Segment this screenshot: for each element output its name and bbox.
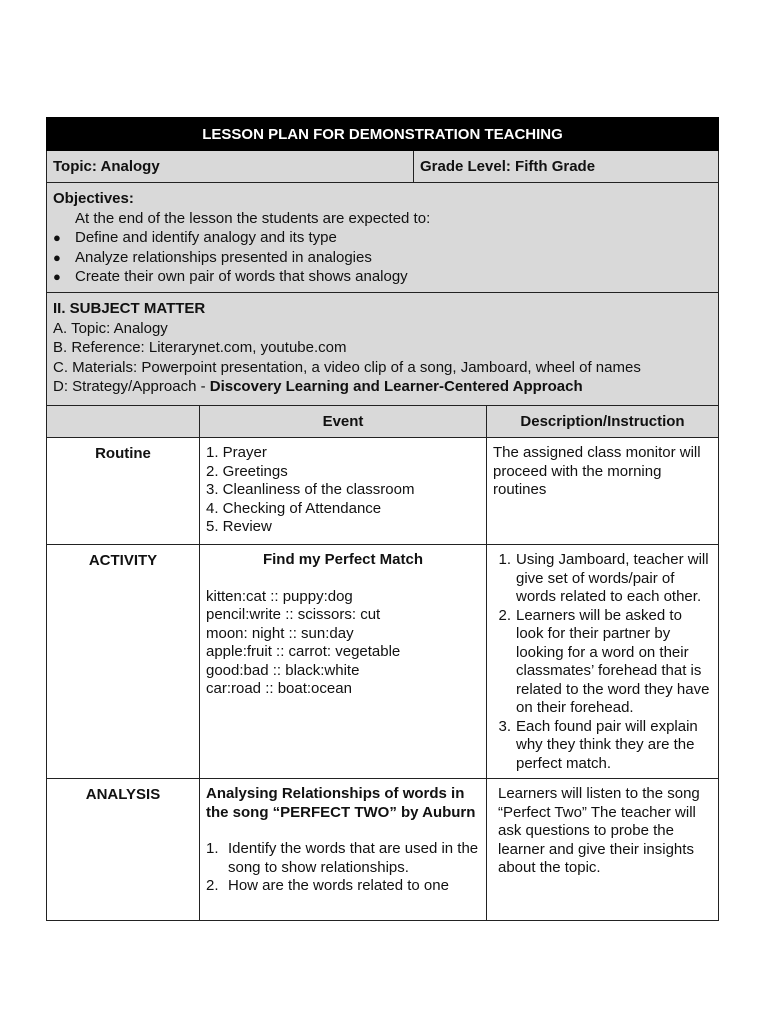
analysis-title: Analysing Relationships of words in the song “PERFECT TWO” by Auburn [206, 785, 476, 821]
analogy-pair: good:bad :: black:white [206, 661, 360, 679]
lesson-plan-title: LESSON PLAN FOR DEMONSTRATION TEACHING [46, 117, 719, 151]
objective-text: Analyze relationships presented in analogies [75, 248, 372, 266]
bullet-icon: ● [53, 249, 61, 265]
analysis-label: ANALYSIS [47, 779, 200, 920]
activity-label: ACTIVITY [47, 545, 200, 778]
strategy-prefix: D: Strategy/Approach - [53, 378, 210, 395]
question-text: Identify the words that are used in the song to show relationships. [228, 840, 479, 876]
objective-item [53, 248, 712, 268]
analogy-pair: moon: night :: sun:day [206, 624, 354, 642]
subject-strategy [53, 377, 712, 397]
routine-label: Routine [47, 438, 200, 544]
objectives-section [46, 183, 719, 293]
question-number: 1. [206, 840, 219, 857]
subject-reference: B. Reference: Literarynet.com, youtube.com [53, 339, 347, 356]
routine-events [200, 438, 487, 544]
activity-description [487, 545, 718, 778]
objectives-intro: At the end of the lesson the students are expected to: [75, 209, 431, 227]
activity-row [46, 545, 719, 779]
lesson-plan-table [46, 117, 719, 921]
step-number: 1. [498, 551, 511, 568]
description-header: Description/Instruction [520, 413, 685, 430]
activity-events [200, 545, 487, 778]
objectives-heading: Objectives: [53, 190, 134, 207]
routine-row [46, 438, 719, 545]
subject-materials: C. Materials: Powerpoint presentation, a video clip of a song, Jamboard, wheel of names [53, 358, 641, 376]
analysis-question [206, 840, 480, 877]
activity-step [493, 551, 710, 607]
analogy-pair: apple:fruit :: carrot: vegetable [206, 643, 401, 660]
step-number: 2. [498, 606, 511, 624]
routine-description: The assigned class monitor will proceed with the morning routines [493, 444, 701, 498]
activity-step [493, 607, 710, 718]
analysis-row [46, 779, 719, 921]
analysis-events [200, 779, 487, 920]
topic-cell: Topic: Analogy [47, 151, 414, 182]
bullet-icon: ● [53, 269, 61, 284]
routine-event: 5. Review [206, 518, 272, 535]
activity-title: Find my Perfect Match [262, 551, 424, 568]
routine-event: 3. Cleanliness of the classroom [206, 481, 415, 498]
analogy-pair: car:road :: boat:ocean [206, 680, 352, 697]
routine-event: 4. Checking of Attendance [206, 499, 382, 517]
subject-matter-heading: II. SUBJECT MATTER [53, 300, 206, 317]
step-number: 3. [498, 717, 511, 735]
stage-header-cell [47, 406, 200, 437]
analysis-description: Learners will listen to the song “Perfect Two” The teacher will ask questions to probe the learner and give their insights about the topic. [498, 785, 700, 876]
analogy-pair: pencil:write :: scissors: cut [206, 606, 381, 623]
objective-text: Define and identify analogy and its type [75, 229, 337, 246]
routine-event: 2. Greetings [206, 462, 288, 480]
objective-text: Create their own pair of words that shows analogy [75, 268, 408, 285]
activity-step [493, 718, 710, 774]
objective-item [53, 228, 712, 248]
subject-topic: A. Topic: Analogy [53, 319, 168, 337]
step-text: Using Jamboard, teacher will give set of words/pair of words related to each other. [516, 551, 709, 605]
analogy-pair: kitten:cat :: puppy:dog [206, 587, 353, 605]
step-text: Learners will be asked to look for their partner by looking for a word on their classmates’ forehead that is related to the word they have on their forehead. [516, 606, 710, 716]
event-header: Event [200, 406, 487, 437]
grade-level-cell: Grade Level: Fifth Grade [420, 158, 596, 175]
table-header-row [46, 406, 719, 438]
subject-matter-section [46, 293, 719, 406]
objective-item [53, 267, 712, 287]
strategy-approach: Discovery Learning and Learner-Centered Approach [209, 378, 583, 395]
routine-event: 1. Prayer [206, 444, 267, 461]
bullet-icon: ● [53, 230, 61, 245]
step-text: Each found pair will explain why they think they are the perfect match. [516, 717, 698, 772]
question-number: 2. [206, 877, 219, 894]
topic-grade-row [46, 151, 719, 183]
question-text: How are the words related to one [228, 877, 449, 894]
analysis-question [206, 877, 480, 896]
